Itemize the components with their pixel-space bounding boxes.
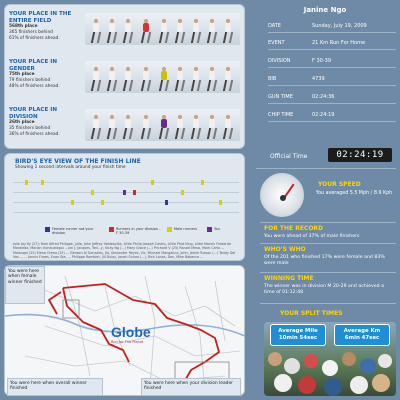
split-average-mile <box>270 324 326 346</box>
info-row-division <box>268 55 396 68</box>
runner-figure-you <box>159 115 168 139</box>
runner-marker-male <box>91 190 94 195</box>
winning-time-text: The winner was in division M 20-29 and achieved a time of 01:12:48 <box>264 284 384 295</box>
runner-marker-division <box>133 190 136 195</box>
info-value: Sunday, July 19, 2009 <box>312 23 367 29</box>
finisher-names: Julie Jay Ky (27); Roel Alfred Philippe, Julie, John Jeffrey Valdeavilla, Little Philip Joseph Castro, Little Phat King, Little Marvin Frederick Moraleda, Marian Inchaustegui ...ion J. Jacques, Ted...y, Vicky Ng (...) Mary Grace (...) Prichard V (25) Ranzel Mesa, Mark Carlo ... Malangol (25) Elena Orena (25) ... Gimson Al Gonzales, Jio, Alexander Reyes, Vic, Michael Mangalino, John, Jamie Tuason (...) Teddy Del Vas..., ... Jennis Flores, Evan Sta, ... Philippe Ramblet, Jill Dulay, Jonah Ochoa (...), Rick Lanza, Don, Mike Babecca ... <box>13 242 236 260</box>
globe-logo-tagline: Run for The Planet <box>111 340 144 344</box>
speedometer-hub <box>280 195 286 201</box>
runner-marker-male <box>101 200 104 205</box>
runner-name: Janine Ngo <box>303 6 347 14</box>
split-label: Average Km <box>343 328 381 334</box>
place-rank: 568th place <box>9 24 38 30</box>
runner-figure <box>123 115 132 139</box>
runner-marker-male <box>181 190 184 195</box>
legend-male <box>167 227 203 239</box>
finish-track <box>13 202 239 203</box>
runner-figure <box>107 115 116 139</box>
info-value: 4739 <box>312 76 325 82</box>
split-label: Average Mile <box>278 328 318 334</box>
info-key: DIVISION <box>268 58 291 64</box>
runner-figure <box>141 67 150 91</box>
runner-info-column <box>250 0 400 400</box>
info-value: 02:24:19 <box>312 112 335 118</box>
official-time-clock: 02:24:19 <box>328 148 392 162</box>
split-average-km <box>334 324 390 346</box>
callout-female-winner: You were here when female winner finished <box>5 266 45 304</box>
info-key: DATE <box>268 23 282 29</box>
legend-label: Female runner not your division <box>52 227 94 235</box>
finish-track <box>13 192 239 193</box>
runner-marker-male <box>25 180 28 185</box>
info-row-gun-time <box>268 91 396 104</box>
crowd-figure <box>284 358 300 374</box>
legend-swatch <box>207 227 212 232</box>
runner-figure <box>191 67 200 91</box>
record-title: FOR THE RECORD <box>264 225 324 232</box>
birds-eye-panel <box>4 153 245 261</box>
info-value: F 30-39 <box>312 58 331 64</box>
runner-marker-male <box>151 180 154 185</box>
runner-figure <box>159 19 168 43</box>
callout-overall-winner: You were here when overall winner finished <box>7 378 103 396</box>
place-row-gender <box>7 55 244 101</box>
runner-figure <box>91 67 100 91</box>
place-behind: 79 finishers behind <box>9 78 51 84</box>
crowd-figure <box>342 352 356 366</box>
runner-marker-female <box>165 200 168 205</box>
runner-marker-male <box>71 200 74 205</box>
runner-figure <box>191 19 200 43</box>
finish-track <box>13 182 239 183</box>
runner-figure <box>107 67 116 91</box>
info-key: EVENT <box>268 40 285 46</box>
divider <box>260 303 396 304</box>
runner-marker-male <box>201 180 204 185</box>
speedometer-icon <box>260 173 304 217</box>
runner-figure <box>123 67 132 91</box>
runner-figure <box>91 19 100 43</box>
place-behind: 35 finishers behind <box>9 126 51 132</box>
crowd-figure <box>360 358 376 374</box>
place-ahead: 48% of finishers ahead. <box>9 84 60 90</box>
split-value: 6min 47sec <box>344 335 380 341</box>
place-ahead: 61% of finishers ahead. <box>9 36 60 42</box>
place-title: YOUR PLACE IN DIVISION <box>9 107 58 120</box>
info-row-bib <box>268 73 396 86</box>
crowd-figure <box>324 378 342 396</box>
place-title: YOUR PLACE IN GENDER <box>9 59 58 72</box>
crowd-figure <box>322 360 338 376</box>
runner-strip <box>85 61 240 93</box>
place-row-division <box>7 103 244 149</box>
birds-eye-subtitle: Showing 1 second intervals around your finish time <box>15 165 126 170</box>
globe-logo-text: Globe <box>111 324 151 340</box>
runner-figure <box>191 115 200 139</box>
runner-figure <box>175 67 184 91</box>
runner-figure <box>175 19 184 43</box>
info-key: BIB <box>268 76 277 82</box>
place-rank: 75th place <box>9 72 35 78</box>
info-value: 21 Km Run For Home <box>312 40 366 46</box>
runner-figure <box>107 19 116 43</box>
info-key: CHIP TIME <box>268 112 294 118</box>
runner-figure <box>223 115 232 139</box>
legend-female <box>45 227 105 239</box>
runner-figure-you <box>159 67 168 91</box>
split-times-title: YOUR SPLIT TIMES <box>280 310 343 317</box>
callout-division-leader: You were here when your division leader finished <box>141 378 241 396</box>
info-row-date <box>268 20 396 33</box>
legend-you <box>207 227 233 239</box>
place-text <box>9 11 83 42</box>
place-row-entire-field <box>7 7 244 53</box>
split-value: 10min 54sec <box>278 335 318 341</box>
runner-figure <box>175 115 184 139</box>
runner-marker-male <box>219 200 222 205</box>
runner-marker-you <box>123 190 126 195</box>
legend-swatch <box>45 227 50 232</box>
place-ahead: 36% of finishers ahead. <box>9 132 60 138</box>
runner-figure <box>141 115 150 139</box>
runner-figure <box>207 67 216 91</box>
globe-logo <box>111 324 151 344</box>
runner-figure <box>223 19 232 43</box>
crowd-figure <box>378 354 392 368</box>
crowd-figure <box>274 374 292 392</box>
legend-label: Runners in your division - F 30-39 <box>116 227 161 235</box>
crowd-figure <box>372 374 390 392</box>
info-row-chip-time <box>268 109 396 122</box>
place-text <box>9 107 83 138</box>
speed-panel <box>256 168 396 220</box>
crowd-figure <box>268 352 282 366</box>
runner-figure <box>207 115 216 139</box>
runner-figure <box>223 67 232 91</box>
runner-figure <box>123 19 132 43</box>
speed-text: You averaged 5.5 Mph / 8.9 Kph <box>315 191 393 196</box>
runner-strip <box>85 109 240 141</box>
legend-label: You <box>214 227 221 231</box>
winning-time-title: WINNING TIME <box>264 275 314 282</box>
record-text: You were ahead of 37% of male finishers <box>264 234 360 239</box>
birds-eye-title: BIRD'S EYE VIEW OF THE FINISH LINE <box>15 158 141 165</box>
place-behind: 365 finishers behind <box>9 30 53 36</box>
runner-figure-you <box>141 19 150 43</box>
crowd-figure <box>304 354 318 368</box>
place-text <box>9 59 83 90</box>
place-rank: 26th place <box>9 120 35 126</box>
place-panel <box>4 4 245 149</box>
finish-track <box>13 212 239 213</box>
official-time-label: Official Time <box>270 153 308 160</box>
legend-swatch <box>109 227 114 232</box>
runner-marker-male <box>41 180 44 185</box>
crowd-figure <box>298 376 316 394</box>
crowd-figure <box>350 376 368 394</box>
speed-title: YOUR SPEED <box>318 181 361 188</box>
whos-who-title: WHO'S WHO <box>264 246 306 253</box>
route-map-panel <box>4 265 245 396</box>
info-key: GUN TIME <box>268 94 293 100</box>
legend-division <box>109 227 163 239</box>
whos-who-text: Of the 201 who finished 17% were female and 83% were male <box>264 255 385 266</box>
divider <box>260 272 396 273</box>
info-row-event <box>268 37 396 50</box>
runner-figure <box>207 19 216 43</box>
place-title: YOUR PLACE IN THE ENTIRE FIELD <box>9 11 72 24</box>
split-times-photo <box>264 322 396 396</box>
divider <box>260 222 396 223</box>
info-value: 02:24:36 <box>312 94 335 100</box>
legend-label: Male runners <box>174 227 197 231</box>
runner-strip <box>85 13 240 45</box>
legend-swatch <box>167 227 172 232</box>
runner-figure <box>91 115 100 139</box>
divider <box>260 243 396 244</box>
